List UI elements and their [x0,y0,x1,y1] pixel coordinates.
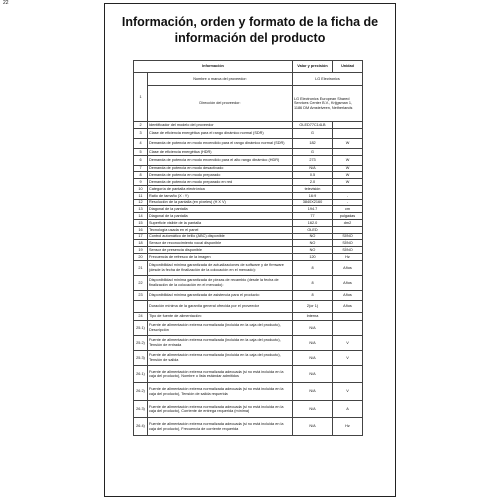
row-number: 16 [134,226,148,233]
supplier-address-value: LG Electronics European Shared Services Center B.V., Krijgsman 1, 1186 DM Amstelveen, Netherlands [293,86,363,122]
row-value: NO [293,240,333,247]
row-description: Sensor de reconocimiento vocal disponible [148,240,293,247]
table-row [134,312,363,320]
row-value: 77 [293,213,333,220]
row-description: Ratio de tamaño (X : Y) [148,192,293,199]
row-unit [333,128,363,138]
row-description: Diagonal de la pantalla [148,206,293,213]
row-description: Fuente de alimentación externa normalizada adecuada (si no está incluida en la caja del producto), Corriente de entrega requerida (mínima) [148,400,293,418]
row-unit [333,320,363,335]
row-number: 23 [134,290,148,300]
row-unit: SÍ/NO [333,247,363,254]
row-number: 12 [134,199,148,206]
row-description: Fuente de alimentación externa normalizada adecuada (si no está incluida en la caja del producto), Tensión de salida requerida [148,383,293,401]
row-value: OLED [293,226,333,233]
row-number: 25.2) [134,335,148,350]
table-row [134,219,363,226]
supplier-name-row [134,73,363,86]
table-row [134,192,363,199]
row-number: 26.4) [134,418,148,436]
header-unit: Unidad [333,61,363,73]
row-number: 2 [134,122,148,129]
row-description: Sensor de presencia disponible [148,247,293,254]
row-value: 0.5 [293,172,333,179]
row-unit [333,226,363,233]
row-number [134,300,148,312]
row-description: Demanda de potencia en modo preparado [148,172,293,179]
row-number: 7 [134,165,148,172]
row-number: 15 [134,219,148,226]
row-description: Demanda de potencia en modo encendido para el alto rango dinámico (HDR) [148,155,293,165]
row-unit: Años [333,275,363,290]
row-number: 14 [134,213,148,220]
row-description: Disponibilidad mínima garantizada de asistencia para el producto: [148,290,293,300]
row-description: Frecuencia de refresco de la imagen [148,253,293,260]
row-description: Disponibilidad mínima garantizada de actualizaciones de software y de firmware (desde la fecha de finalización de la colocación en el mercado): [148,260,293,275]
warranty-unit: Años [333,300,363,312]
row-number: 26.1) [134,365,148,383]
row-unit: cm [333,206,363,213]
table-row [134,253,363,260]
row-value: N/A [293,350,333,365]
supplier-name-value: LG Electronics [293,73,363,86]
row-number: 26.2) [134,383,148,401]
row-description: Diagonal de la pantalla [148,213,293,220]
row-unit: - [333,192,363,199]
row-value: N/A [293,335,333,350]
row-unit [333,185,363,192]
row-description: Fuente de alimentación externa normalizada (incluida en la caja del producto), Descripción [148,320,293,335]
row-unit: V [333,335,363,350]
page-number: 22 [3,0,9,6]
row-number: 6 [134,155,148,165]
row-unit: Años [333,290,363,300]
table-row [134,148,363,155]
table-header-row [134,61,363,73]
row-unit: pulgadas [333,213,363,220]
header-value: Valor y precisión [293,61,333,73]
table-row [134,260,363,275]
row-number: 17 [134,233,148,240]
row-unit [333,312,363,320]
row-unit: - [333,199,363,206]
row-unit [333,148,363,155]
row-number: 1 [134,73,148,122]
table-row [134,240,363,247]
row-description: Demanda de potencia en modo desactivado [148,165,293,172]
row-number: 24 [134,312,148,320]
row-value: 3840X2160 [293,199,333,206]
row-value: N/A [293,165,333,172]
row-number: 25.3) [134,350,148,365]
row-number: 3 [134,128,148,138]
title-line-2: información del producto [174,31,326,45]
table-row [134,365,363,383]
warranty-desc: Duración mínima de la garantía general ofrecida por el proveedor [148,300,293,312]
row-value: 8 [293,290,333,300]
supplier-name-label: Nombre o marca del proveedor: [148,73,293,86]
table-row [134,275,363,290]
table-row [134,155,363,165]
table-row [134,165,363,172]
table-row [134,185,363,192]
row-value: G [293,148,333,155]
row-value: 8 [293,275,333,290]
row-description: Fuente de alimentación externa normalizada adecuada (si no está incluida en la caja del producto), Frecuencia de corriente requerida [148,418,293,436]
table-row [134,122,363,129]
row-value: 16:9 [293,192,333,199]
row-unit: dm2 [333,219,363,226]
row-description: Clase de eficiencia energética (HDR) [148,148,293,155]
row-unit: V [333,383,363,401]
table-row [134,179,363,186]
table-row [134,199,363,206]
table-row [134,213,363,220]
row-number: 21 [134,260,148,275]
document-title [105,14,395,46]
row-value: N/A [293,418,333,436]
row-description: Fuente de alimentación externa normalizada (incluida en la caja del producto), Tensión de salida [148,350,293,365]
row-description: Demanda de potencia en modo preparado en red [148,179,293,186]
row-number: 11 [134,192,148,199]
table-row [134,172,363,179]
row-number: 13 [134,206,148,213]
table-row [134,400,363,418]
row-unit: SÍ/NO [333,240,363,247]
row-unit: SÍ/NO [333,233,363,240]
row-description: Fuente de alimentación externa normalizada (incluida en la caja del producto), Tensión de entrada [148,335,293,350]
row-value: N/A [293,365,333,383]
row-description: Identificador del modelo del proveedor [148,122,293,129]
table-row [134,290,363,300]
row-number: 9 [134,179,148,186]
row-value: 8 [293,260,333,275]
row-value: NO [293,247,333,254]
supplier-address-row [134,86,363,122]
warranty-row [134,300,363,312]
row-unit: Hz [333,253,363,260]
row-unit [333,365,363,383]
row-description: Tecnología usada en el panel [148,226,293,233]
row-value: OLED77C14LB [293,122,333,129]
row-description: Fuente de alimentación externa normalizada adecuada (si no está incluida en la caja del producto), Nombre o lista estándar admitidos [148,365,293,383]
row-description: Tipo de fuente de alimentación: [148,312,293,320]
row-description: Resolución de la pantalla (en píxeles) (H X V) [148,199,293,206]
row-description: Demanda de potencia en modo encendido para el rango dinámico normal (SDR) [148,138,293,148]
row-number: 20 [134,253,148,260]
supplier-address-label: Dirección del proveedor: [148,86,293,122]
row-value: 194.7 [293,206,333,213]
row-description: Control automático de brillo (ABC) disponible [148,233,293,240]
row-unit [333,122,363,129]
row-number: 5 [134,148,148,155]
table-row [134,206,363,213]
row-value: N/A [293,320,333,335]
row-number: 8 [134,172,148,179]
row-number: 19 [134,247,148,254]
row-value: 182 [293,138,333,148]
row-number: 4 [134,138,148,148]
table-row [134,226,363,233]
row-value: 273 [293,155,333,165]
row-number: 18 [134,240,148,247]
row-number: 22 [134,275,148,290]
row-description: Superficie visible de la pantalla [148,219,293,226]
table-row [134,383,363,401]
row-unit: W [333,179,363,186]
row-value: televisión [293,185,333,192]
row-unit: A [333,400,363,418]
row-description: Clase de eficiencia energética para el rango dinámico normal (SDR) [148,128,293,138]
table-row [134,247,363,254]
row-unit: V [333,350,363,365]
row-description: Disponibilidad mínima garantizada de piezas de recambio (desde la fecha de finalización de la colocación en el mercado): [148,275,293,290]
title-line-1: Información, orden y formato de la ficha de [121,15,379,29]
row-value: N/A [293,383,333,401]
row-value: 162.0 [293,219,333,226]
row-unit: W [333,165,363,172]
row-value: 120 [293,253,333,260]
row-unit: Hz [333,418,363,436]
table-row [134,138,363,148]
row-description: Categoría de pantalla electrónica [148,185,293,192]
product-info-table [133,60,363,436]
header-info: Información [134,61,293,73]
row-value: G [293,128,333,138]
row-value: N/A [293,400,333,418]
row-unit: Años [333,260,363,275]
row-unit: W [333,172,363,179]
table-row [134,418,363,436]
table-row [134,128,363,138]
warranty-value: 2(or 1) [293,300,333,312]
row-number: 26.3) [134,400,148,418]
row-number: 10 [134,185,148,192]
row-number: 25.1) [134,320,148,335]
table-row [134,320,363,335]
table-row [134,233,363,240]
row-value: 2.0 [293,179,333,186]
table-row [134,350,363,365]
row-value: Interna [293,312,333,320]
table-row [134,335,363,350]
row-unit: W [333,155,363,165]
row-value: NO [293,233,333,240]
row-unit: W [333,138,363,148]
